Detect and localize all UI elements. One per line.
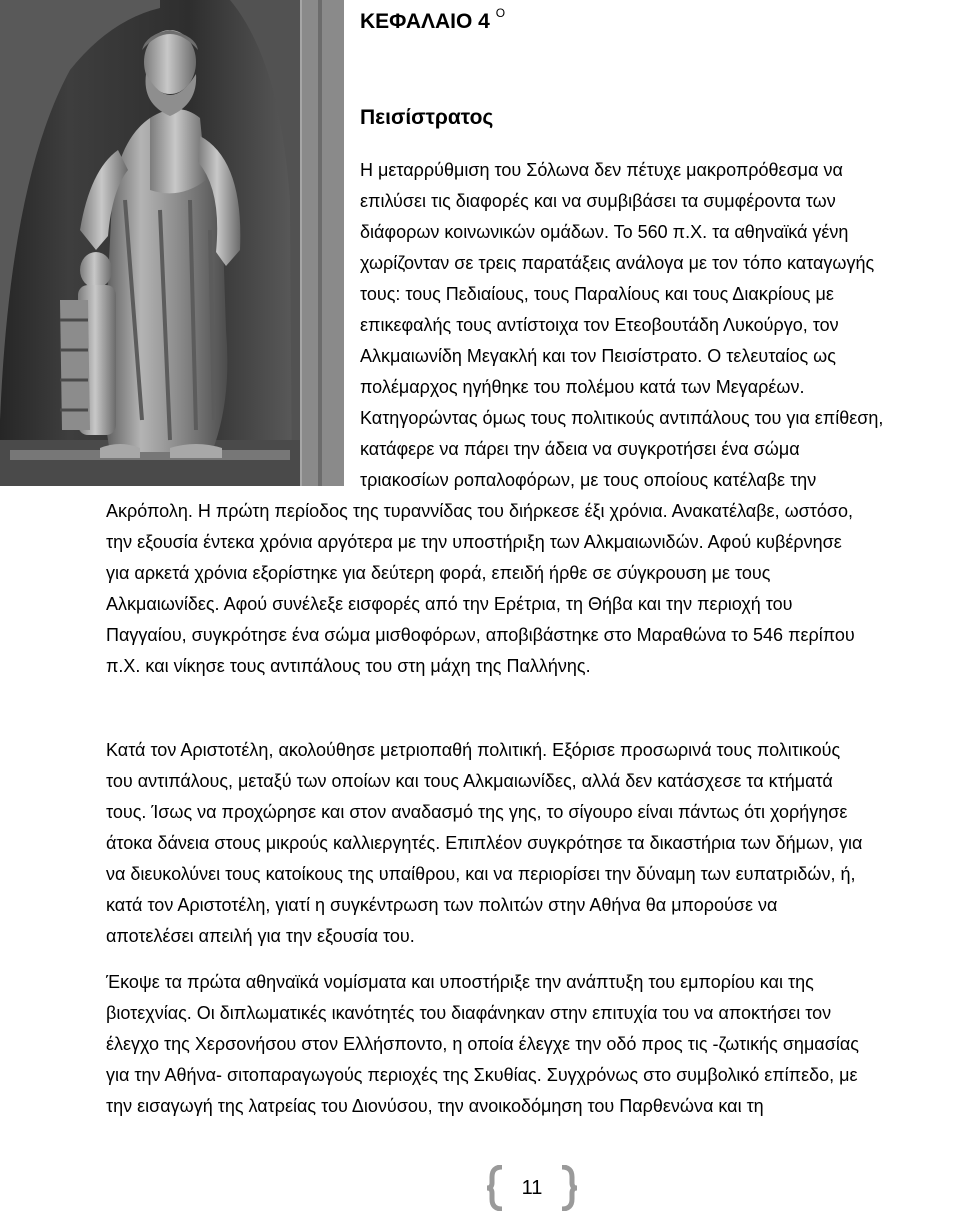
text-line: πολέμαρχος ηγήθηκε του πολέμου κατά των Μεγαρέων. <box>360 377 805 397</box>
text-line: να διευκολύνει τους κατοίκους της υπαίθρου, και να περιορίσει την δύναμη των ευπατριδών, ή, <box>106 864 856 884</box>
text-line: Κατηγορώντας όμως τους πολιτικούς αντιπάλους του για επίθεση, <box>360 408 884 428</box>
text-line: Αλκμαιωνίδη Μεγακλή και τον Πεισίστρατο. Ο τελευταίος ως <box>360 346 836 366</box>
chapter-heading-superscript: Ο <box>495 6 506 20</box>
text-line: Η μεταρρύθμιση του Σόλωνα δεν πέτυχε μακροπρόθεσμα να <box>360 160 843 180</box>
text-line: του αντιπάλους, μεταξύ των οποίων και τους Αλκμαιωνίδες, αλλά δεν κατάσχεσε τα κτήματά <box>106 771 833 791</box>
text-line: για την Αθήνα- σιτοπαραγωγούς περιοχές της Σκυθίας. Συγχρόνως στο συμβολικό επίπεδο, με <box>106 1065 858 1085</box>
text-line: π.Χ. και νίκησε τους αντιπάλους του στη μάχη της Παλλήνης. <box>106 656 591 676</box>
text-line: τους: τους Πεδιαίους, τους Παραλίους και τους Διακρίους με <box>360 284 834 304</box>
section-title: Πεισίστρατος <box>360 106 494 129</box>
statue-of-peisistratos-image <box>0 0 344 486</box>
text-line: Αλκμαιωνίδες. Αφού συνέλεξε εισφορές από την Ερέτρια, τη Θήβα και την περιοχή του <box>106 594 793 614</box>
text-line: επιλύσει τις διαφορές και να συμβιβάσει τα συμφέροντα των <box>360 191 836 211</box>
text-line: την εισαγωγή της λατρείας του Διονύσου, την ανοικοδόμηση του Παρθενώνα και τη <box>106 1096 764 1116</box>
text-line: κατά τον Αριστοτέλη, γιατί η συγκέντρωση των πολιτών στην Αθήνα θα μπορούσε να <box>106 895 778 915</box>
text-line: διάφορων κοινωνικών ομάδων. Το 560 π.Χ. τα αθηναϊκά γένη <box>360 222 849 242</box>
text-line: για αρκετά χρόνια εξορίστηκε για δεύτερη φορά, επειδή ήρθε σε σύγκρουση με τους <box>106 563 771 583</box>
text-line: τριακοσίων ροπαλοφόρων, με τους οποίους κατέλαβε την <box>360 470 817 490</box>
text-line: αποτελέσει απειλή για την εξουσία του. <box>106 926 415 946</box>
text-line: βιοτεχνίας. Οι διπλωματικές ικανότητές του διαφάνηκαν στην επιτυχία του να αποκτήσει τον <box>106 1003 832 1023</box>
text-line: επικεφαλής τους αντίστοιχα τον Ετεοβουτάδη Λυκούργο, τον <box>360 315 839 335</box>
text-line: την εξουσία έντεκα χρόνια αργότερα με την υποστήριξη των Αλκμαιωνιδών. Αφού κυβέρνησε <box>106 532 842 552</box>
text-line: άτοκα δάνεια στους μικρούς καλλιεργητές. Επιπλέον συγκρότησε τα δικαστήρια των δήμων, για <box>106 833 863 853</box>
text-line: κατάφερε να πάρει την άδεια να συγκροτήσει ένα σώμα <box>360 439 800 459</box>
chapter-heading-text: ΚΕΦΑΛΑΙΟ 4 <box>360 10 490 33</box>
chapter-heading <box>360 6 505 34</box>
text-line: έλεγχο της Χερσονήσου στον Ελλήσποντο, η οποία έλεγχε την οδό προς τις -ζωτικής σημασίας <box>106 1034 859 1054</box>
text-line: Έκοψε τα πρώτα αθηναϊκά νομίσματα και υποστήριξε την ανάπτυξη του εμπορίου και της <box>106 972 814 992</box>
page-number: 11 <box>521 1177 543 1199</box>
text-line: χωρίζονταν σε τρεις παρατάξεις ανάλογα με τον τόπο καταγωγής <box>360 253 875 273</box>
text-line: Παγγαίου, συγκρότησε ένα σώμα μισθοφόρων, αποβιβάστηκε στο Μαραθώνα το 546 περίπου <box>106 625 855 645</box>
text-line: τους. Ίσως να προχώρησε και στον αναδασμό της γης, το σίγουρο είναι πάντως ότι χορήγησε <box>106 802 848 822</box>
text-line: Κατά τον Αριστοτέλη, ακολούθησε μετριοπαθή πολιτική. Εξόρισε προσωρινά τους πολιτικούς <box>106 740 841 760</box>
text-line: Ακρόπολη. Η πρώτη περίοδος της τυραννίδας του διήρκεσε έξι χρόνια. Ανακατέλαβε, ωστόσο, <box>106 501 853 521</box>
